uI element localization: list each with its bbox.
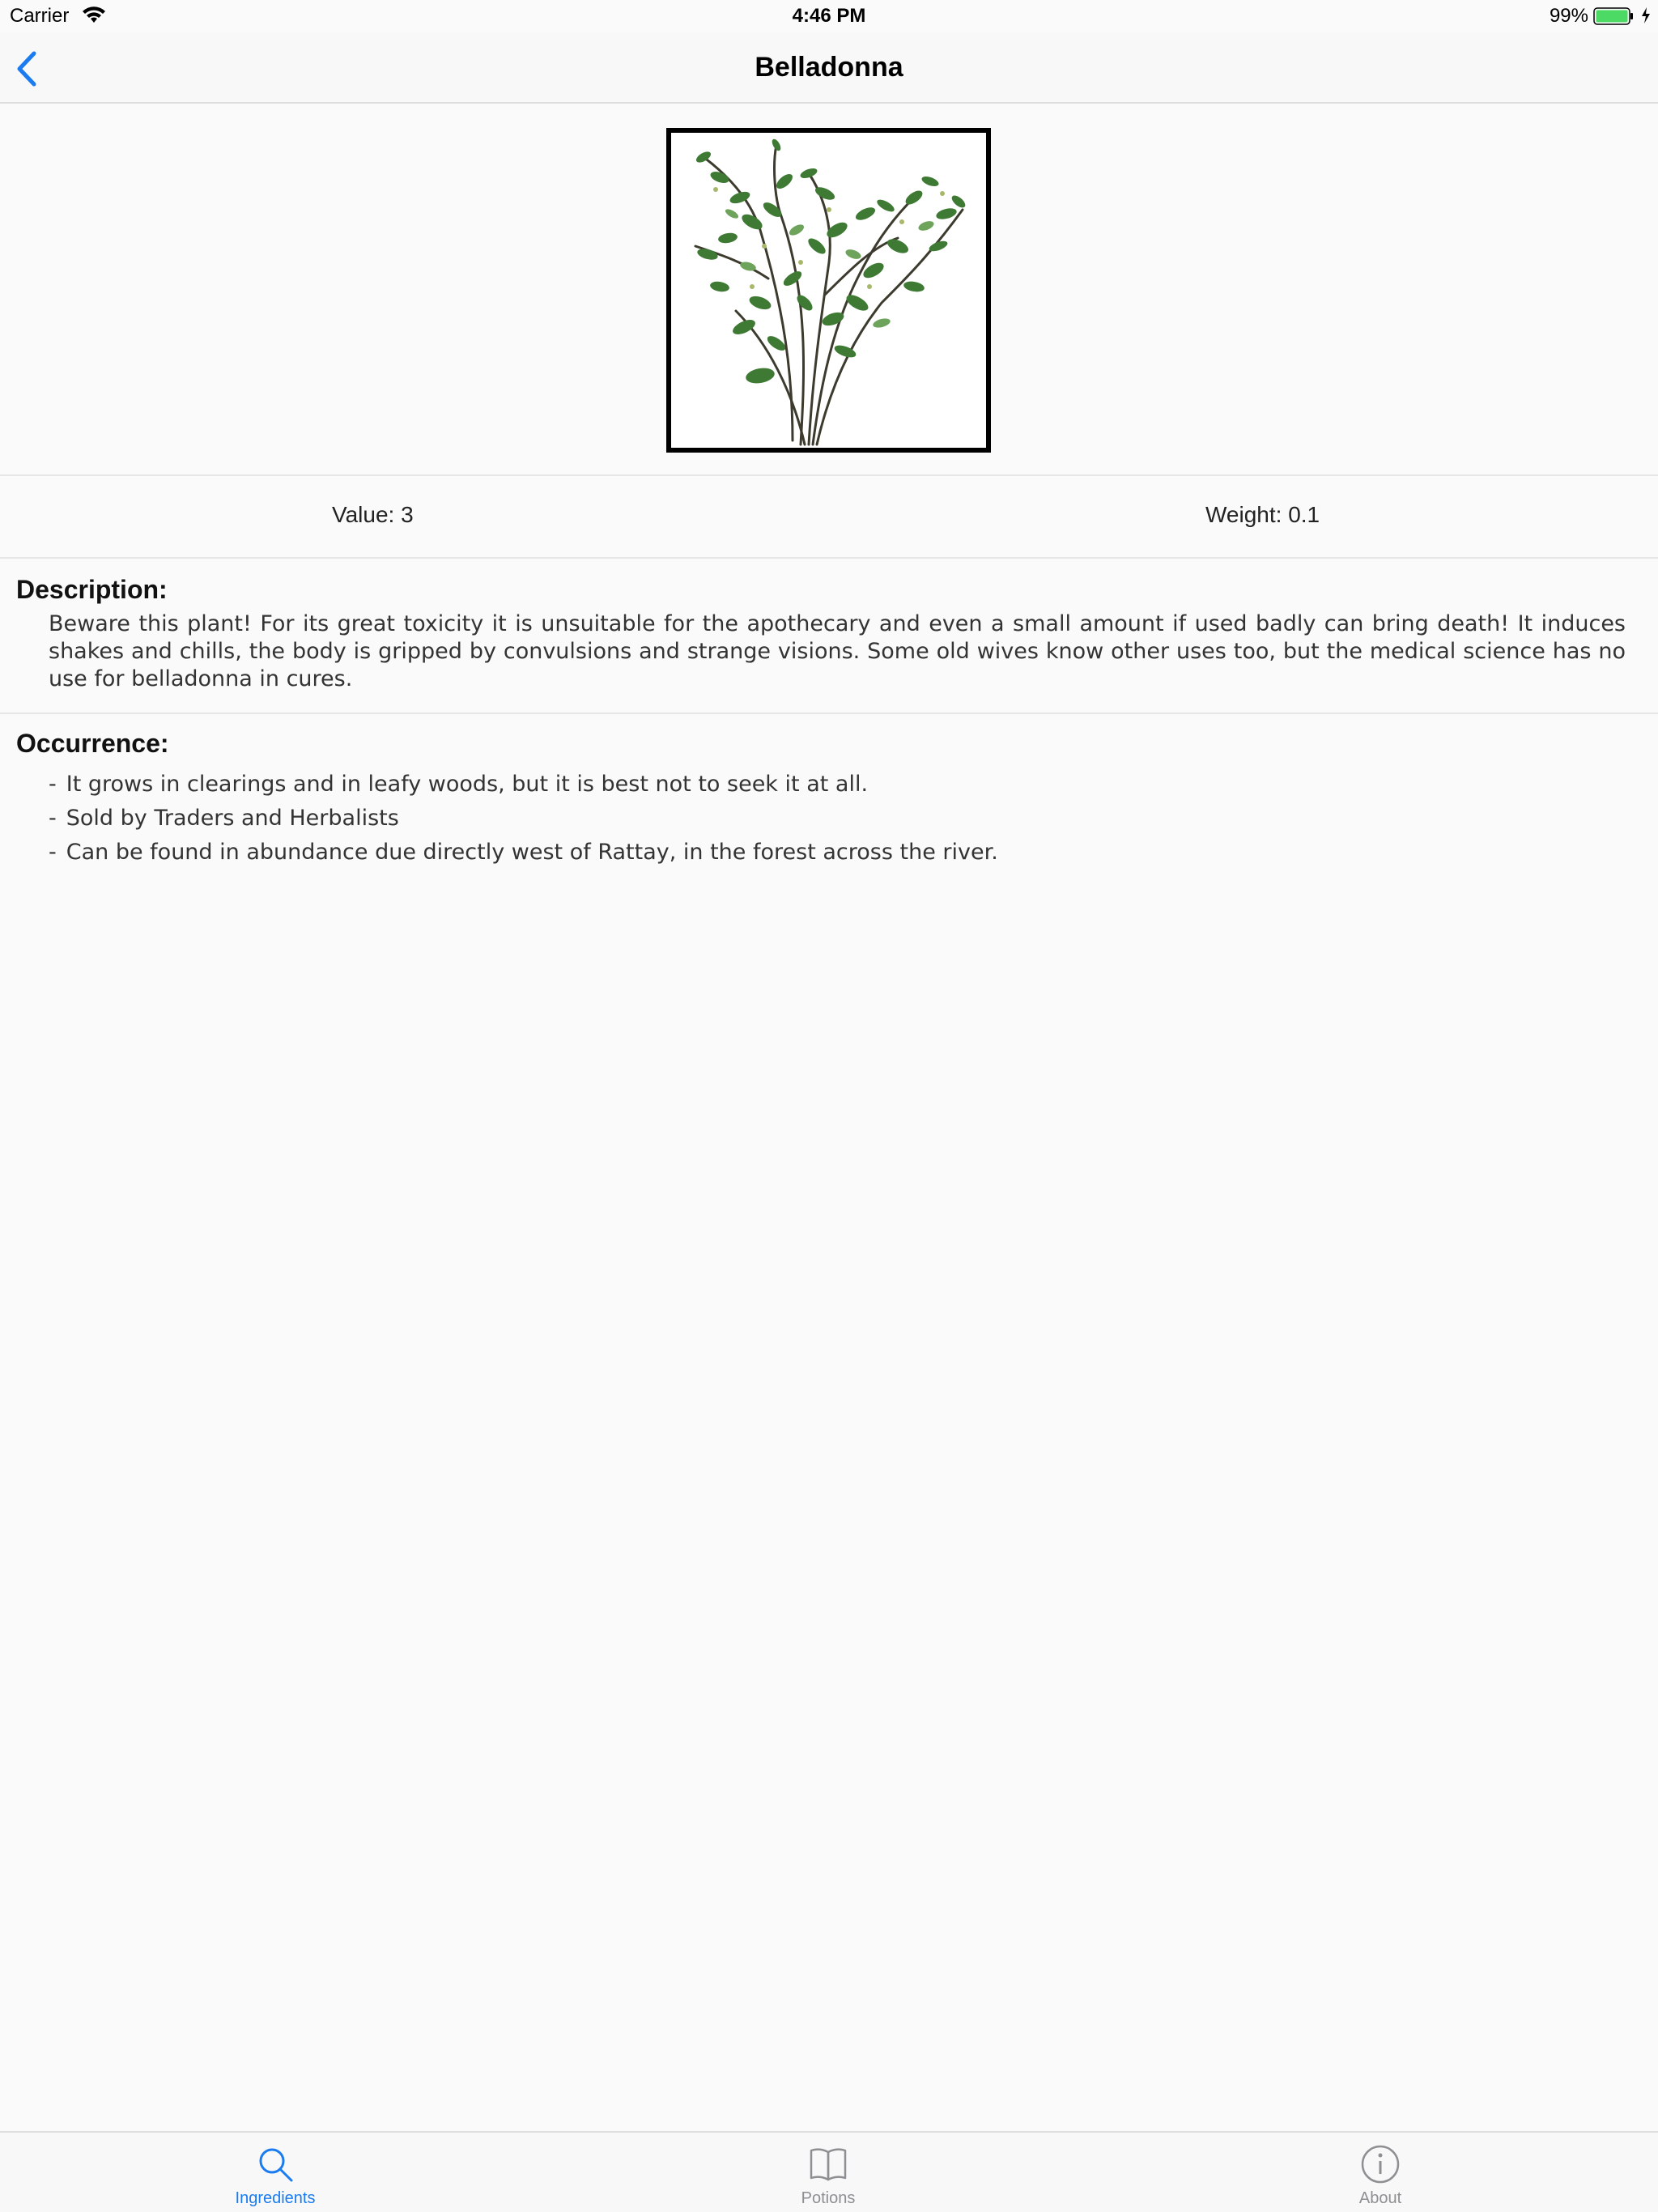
clock: 4:46 PM bbox=[792, 5, 866, 27]
weight-label: Weight: 0.1 bbox=[1205, 502, 1320, 527]
tab-potions[interactable] bbox=[707, 2133, 950, 2212]
belladonna-plant-image bbox=[666, 128, 991, 453]
info-icon bbox=[1360, 2144, 1401, 2184]
tab-label: Ingredients bbox=[235, 2189, 316, 2207]
list-item-text: It grows in clearings and in leafy woods, but it is best not to seek it at all. bbox=[66, 772, 869, 797]
list-bullet: - bbox=[49, 840, 57, 865]
occurrence-section bbox=[0, 716, 1658, 878]
stats-row bbox=[0, 478, 1658, 559]
tab-about[interactable] bbox=[1259, 2133, 1502, 2212]
description-heading: Description: bbox=[16, 575, 168, 604]
status-bar bbox=[0, 0, 1658, 32]
list-item bbox=[49, 768, 998, 802]
navigation-bar bbox=[0, 32, 1658, 104]
tab-bar bbox=[0, 2131, 1658, 2212]
tab-label: About bbox=[1358, 2189, 1402, 2207]
carrier-label: Carrier bbox=[10, 5, 70, 27]
description-text: Beware this plant! For its great toxicity it is unsuitable for the apothecary and even a small amount if used badly can bring death! It induces shakes and chills, the body is gripped by convulsions and strange visions. Some old wives know other uses too, but the medical science has no use for belladonna in cures. bbox=[49, 611, 1626, 691]
occurrence-heading: Occurrence: bbox=[16, 729, 169, 758]
search-icon bbox=[255, 2144, 295, 2184]
battery-percentage: 99% bbox=[1549, 5, 1588, 27]
list-bullet: - bbox=[49, 772, 57, 797]
image-section bbox=[0, 104, 1658, 476]
list-item bbox=[49, 836, 998, 870]
charging-bolt-icon bbox=[1640, 6, 1652, 28]
value-label: Value: 3 bbox=[332, 502, 414, 527]
description-section bbox=[0, 560, 1658, 714]
battery-icon bbox=[1593, 7, 1634, 25]
tab-label: Potions bbox=[801, 2189, 856, 2207]
page-title: Belladonna bbox=[755, 52, 903, 83]
book-icon bbox=[808, 2144, 848, 2184]
tab-ingredients[interactable] bbox=[154, 2133, 397, 2212]
occurrence-list bbox=[49, 768, 998, 870]
list-bullet: - bbox=[49, 806, 57, 831]
list-item-text: Can be found in abundance due directly west of Rattay, in the forest across the river. bbox=[66, 840, 998, 865]
list-item-text: Sold by Traders and Herbalists bbox=[66, 806, 399, 831]
list-item bbox=[49, 802, 998, 836]
